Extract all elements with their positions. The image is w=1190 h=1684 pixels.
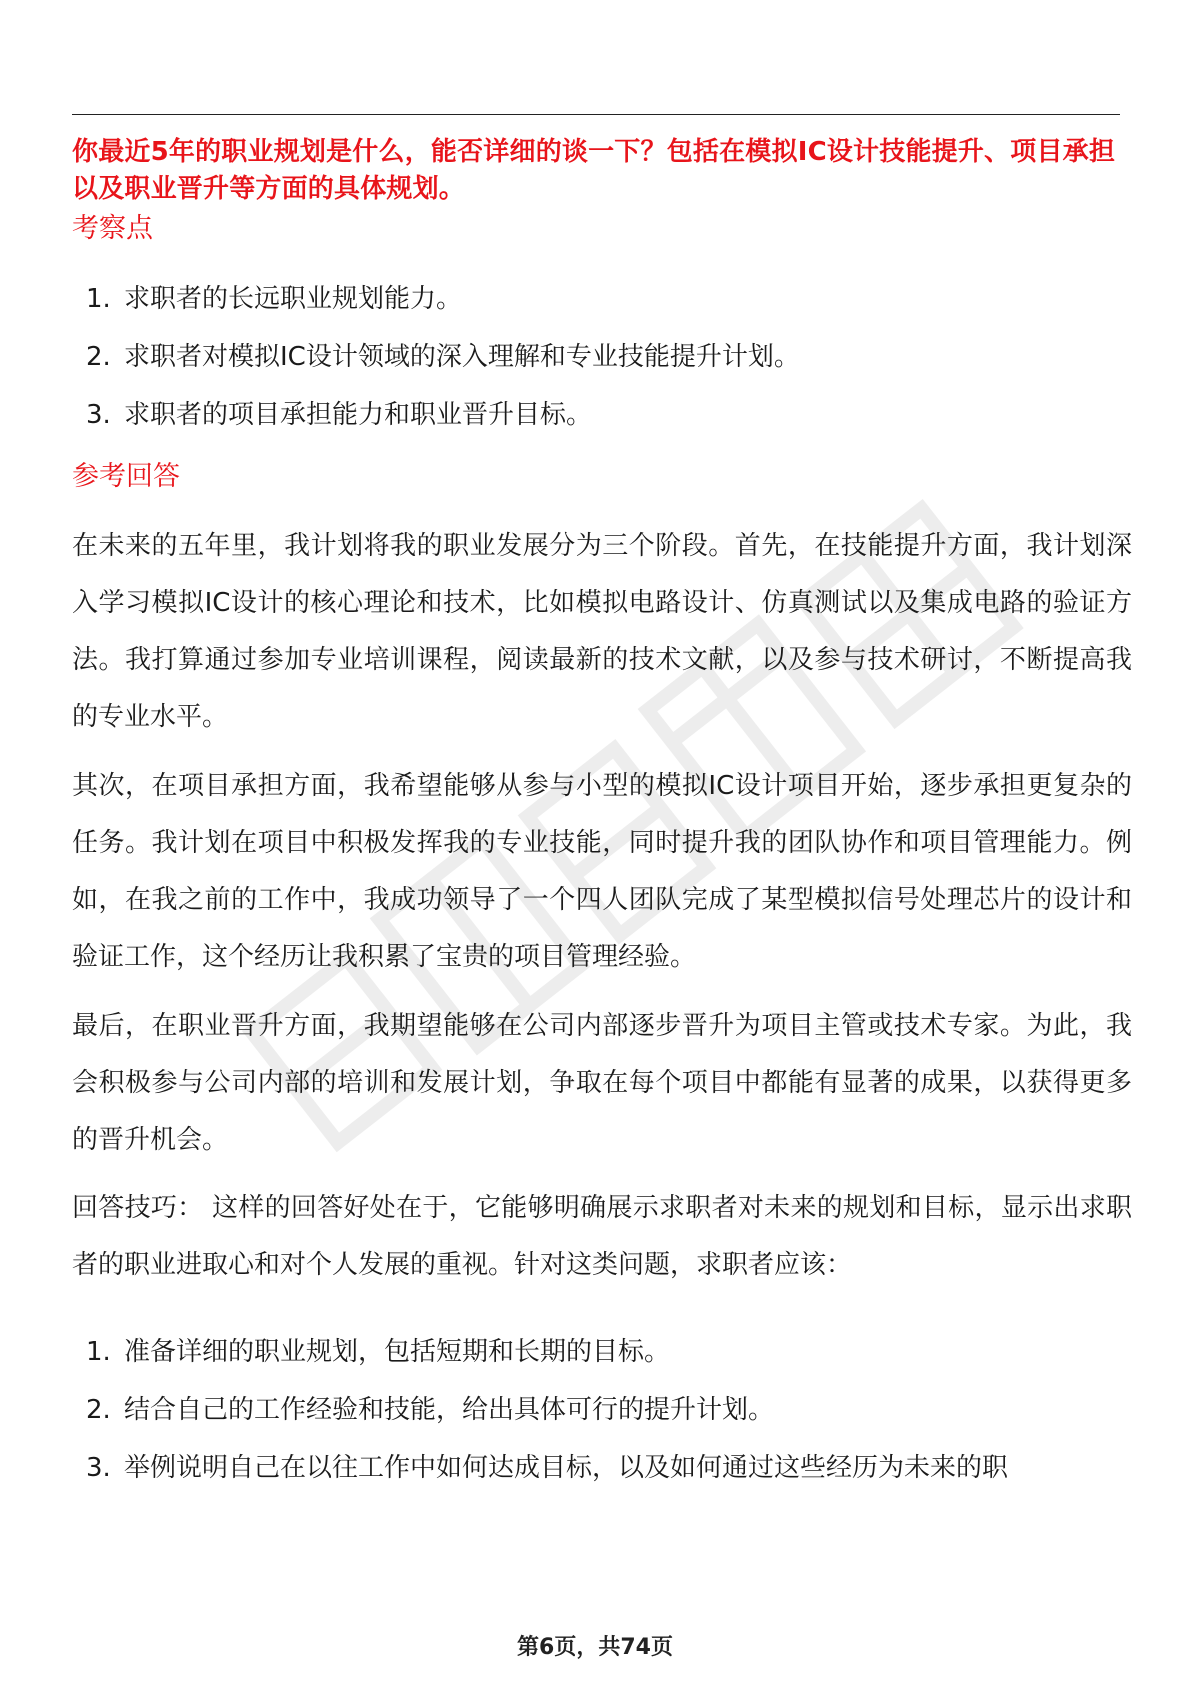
answer-paragraph-2: 其次，在项目承担方面，我希望能够从参与小型的模拟IC设计项目开始，逐步承担更复杂的任务。我计划在项目中积极发挥我的专业技能，同时提升我的团队协作和项目管理能力。例如，在我之前的工作中，我成功领导了一个四人团队完成了某型模拟信号处理芯片的设计和验证工作，这个经历让我积累了宝贵的项目管理经验。: [72, 771, 1132, 972]
top-divider: [72, 114, 1120, 115]
list-text: 求职者的项目承担能力和职业晋升目标。: [124, 400, 593, 430]
list-text: 准备详细的职业规划，包括短期和长期的目标。: [124, 1337, 671, 1367]
answer-tips-intro: 回答技巧： 这样的回答好处在于，它能够明确展示求职者对未来的规划和目标，显示出求职者的职业进取心和对个人发展的重视。针对这类问题，求职者应该：: [72, 1193, 1132, 1280]
list-item: [72, 270, 1132, 328]
answer-paragraph-3: 最后，在职业晋升方面，我期望能够在公司内部逐步晋升为项目主管或技术专家。为此，我会积极参与公司内部的培训和发展计划，争取在每个项目中都能有显著的成果，以获得更多的晋升机会。: [72, 1011, 1132, 1155]
list-text: 求职者对模拟IC设计领域的深入理解和专业技能提升计划。: [124, 342, 800, 372]
list-item: [72, 1381, 1132, 1439]
list-number: 2.: [86, 342, 111, 372]
interview-question: 你最近5年的职业规划是什么，能否详细的谈一下？包括在模拟IC设计技能提升、项目承担以及职业晋升等方面的具体规划。: [72, 137, 1116, 204]
list-number: 1.: [86, 1337, 111, 1367]
list-item: [72, 1323, 1132, 1381]
focus-list: [72, 270, 1132, 444]
list-number: 1.: [86, 284, 111, 314]
list-number: 3.: [86, 1453, 111, 1483]
tips-list: [72, 1323, 1132, 1497]
page-number: 第6页，共74页: [517, 1635, 673, 1660]
list-item: [72, 386, 1132, 444]
answer-paragraph-1: 在未来的五年里，我计划将我的职业发展分为三个阶段。首先，在技能提升方面，我计划深入学习模拟IC设计的核心理论和技术，比如模拟电路设计、仿真测试以及集成电路的验证方法。我打算通过参加专业培训课程，阅读最新的技术文献，以及参与技术研讨，不断提高我的专业水平。: [72, 531, 1132, 732]
list-text: 求职者的长远职业规划能力。: [124, 284, 463, 314]
list-item: [72, 328, 1132, 386]
list-number: 2.: [86, 1395, 111, 1425]
list-item: [72, 1439, 1132, 1497]
list-text: 结合自己的工作经验和技能，给出具体可行的提升计划。: [124, 1395, 775, 1425]
focus-heading: 考察点: [72, 213, 153, 244]
list-number: 3.: [86, 400, 111, 430]
answer-heading: 参考回答: [72, 461, 180, 492]
list-text: 举例说明自己在以往工作中如何达成目标，以及如何通过这些经历为未来的职: [124, 1453, 1009, 1483]
